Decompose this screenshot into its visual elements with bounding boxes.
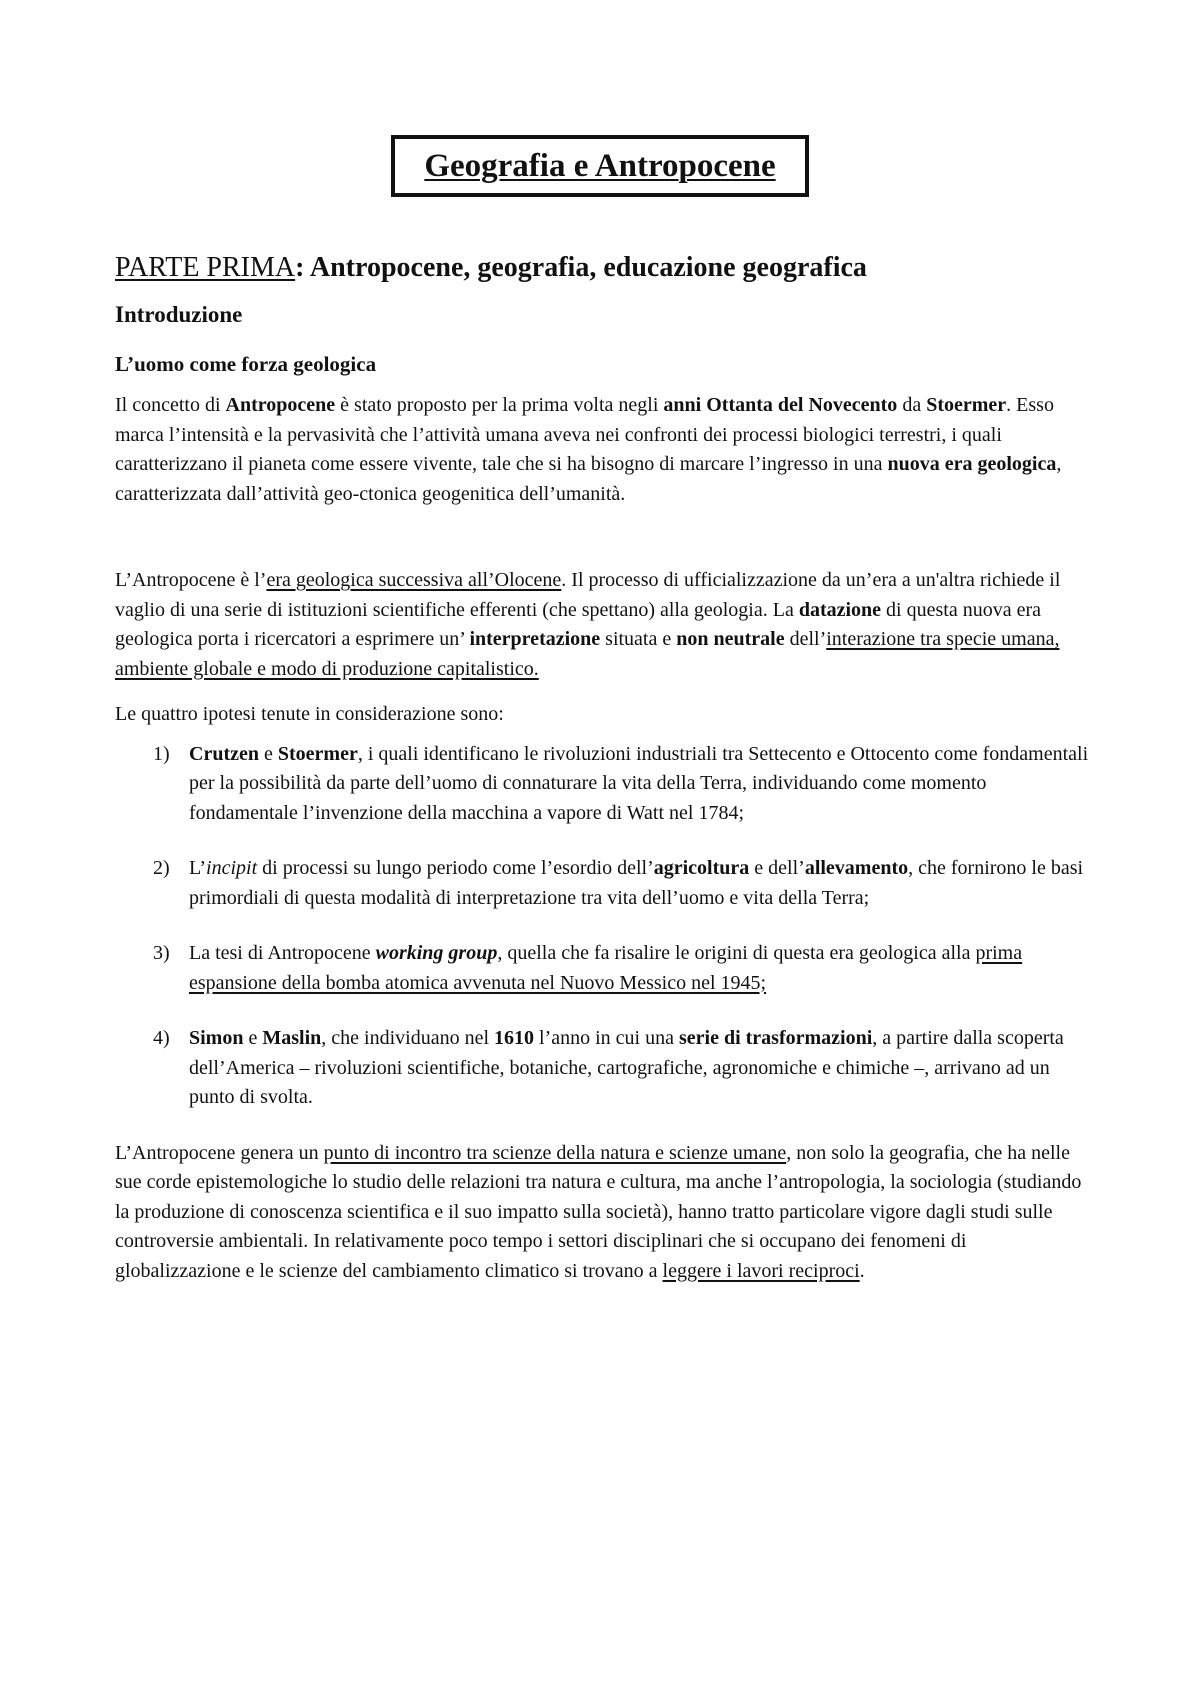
bold-run: Antropocene (225, 394, 336, 416)
list-item (115, 854, 1095, 913)
bold-run: Maslin (262, 1027, 322, 1049)
paragraph-dating (115, 566, 1095, 684)
text-run: da (897, 394, 927, 416)
text-run: , che fornirono le basi primordiali di questa modalità di interpretazione tra vita dell’uomo e vita della Terra; (189, 857, 1084, 909)
list-item (115, 1024, 1095, 1113)
text-run: Il concetto di (115, 394, 226, 416)
text-run: L’ (189, 857, 207, 879)
bold-run: agricoltura (653, 857, 750, 879)
text-run: e (258, 742, 278, 765)
hypotheses-list (115, 740, 1095, 1113)
text-run: e (243, 1027, 263, 1049)
text-run: , caratterizzata dall’attività geo-ctonica geogenitica dell’umanità. (115, 453, 1062, 505)
part-colon: : (295, 252, 305, 283)
list-number: 3) (153, 942, 170, 964)
underlined-run: punto di incontro tra scienze della natura e scienze umane (323, 1141, 787, 1164)
text-run: dell’ (784, 628, 827, 650)
paragraph-concept (115, 391, 1095, 509)
text-run: l’anno in cui una (534, 1027, 679, 1049)
text-run: . Esso marca l’intensità e la pervasività che l’attività umana aveva nei confronti dei processi biologici terrestri, i quali caratterizzano il pianeta come essere vivente, tale che si ha bisogno di marcare l’ingresso in una (115, 394, 1054, 475)
text-run: di questa nuova era geologica porta i ricercatori a esprimere un’ (115, 598, 1041, 650)
bold-italic-run: working group (375, 942, 498, 964)
text-run: è stato proposto per la prima volta negli (335, 394, 664, 416)
document-title: Geografia e Antropocene (424, 147, 776, 184)
bold-run: interpretazione (469, 628, 601, 650)
text-run: . Il processo di ufficializzazione da un’era a un'altra richiede il vaglio di una serie di istituzioni scientifiche efferenti (che spettano) alla geologia. La (115, 569, 1061, 621)
bold-run: nuova era geologica (887, 453, 1057, 475)
text-run: , quella che fa risalire le origini di questa era geologica alla (497, 942, 976, 964)
paragraph-meeting-point (115, 1139, 1095, 1287)
bold-run: anni Ottanta del Novecento (663, 394, 898, 416)
list-number: 4) (153, 1027, 170, 1049)
underlined-run: interazione tra specie umana, ambiente globale e modo di produzione capitalistico. (115, 628, 1060, 680)
text-run: , a partire dalla scoperta dell’America – rivoluzioni scientifiche, botaniche, cartografiche, agronomiche e chimiche –, arrivano ad un punto di svolta. (189, 1027, 1064, 1108)
list-number: 1) (153, 742, 170, 765)
text-run: . (859, 1259, 865, 1282)
list-item (115, 740, 1095, 829)
list-number: 2) (153, 857, 170, 879)
text-run: La tesi di Antropocene (189, 942, 376, 964)
text-run: situata e (600, 628, 677, 650)
paragraph-hypotheses-intro: Le quattro ipotesi tenute in considerazione sono: (115, 703, 504, 725)
text-run: , che individuano nel (321, 1027, 494, 1049)
intro-heading: Introduzione (115, 302, 243, 327)
text-run: e dell’ (749, 857, 805, 879)
bold-run: Crutzen (189, 742, 259, 765)
section-heading: L’uomo come forza geologica (115, 352, 377, 376)
part-heading (115, 250, 1095, 286)
bold-run: Stoermer (277, 742, 358, 765)
underlined-run: prima espansione della bomba atomica avvenuta nel Nuovo Messico nel 1945; (189, 942, 1023, 994)
text-run: L’Antropocene genera un (115, 1141, 324, 1164)
list-item (115, 939, 1095, 998)
document-body (115, 250, 1095, 1286)
underlined-run: era geologica successiva all’Olocene (266, 569, 562, 591)
document-title-box (391, 135, 809, 197)
bold-run: 1610 (494, 1027, 534, 1049)
bold-run: Simon (189, 1027, 244, 1049)
text-run: , i quali identificano le rivoluzioni industriali tra Settecento e Ottocento come fondamentali per la possibilità da parte dell’uomo di connaturare la vita della Terra, individuando come momento fondamentale l’invenzione della macchina a vapore di Watt nel 1784; (189, 742, 1089, 824)
bold-run: datazione (798, 598, 882, 621)
underlined-run: leggere i lavori reciproci (662, 1259, 860, 1282)
bold-run: non neutrale (676, 628, 785, 650)
bold-run: allevamento (804, 857, 909, 879)
italic-run: incipit (206, 857, 258, 879)
part-label: PARTE PRIMA (115, 252, 296, 283)
bold-run: serie di trasformazioni (678, 1027, 873, 1049)
text-run: L’Antropocene è l’ (115, 569, 267, 591)
bold-run: Stoermer (926, 394, 1007, 416)
part-title: Antropocene, geografia, educazione geografica (304, 252, 867, 283)
text-run: di processi su lungo periodo come l’esordio dell’ (257, 857, 654, 879)
text-run: , non solo la geografia, che ha nelle sue corde epistemologiche lo studio delle relazioni tra natura e cultura, ma anche l’antropologia, la sociologia (studiando la produzione di conoscenza scientifica e il suo impatto sulla società), hanno tratto particolare vigore dagli studi sulle controversie ambientali. In relativamente poco tempo i settori disciplinari che si occupano dei fenomeni di globalizzazione e le scienze del cambiamento climatico si trovano a (115, 1141, 1082, 1282)
